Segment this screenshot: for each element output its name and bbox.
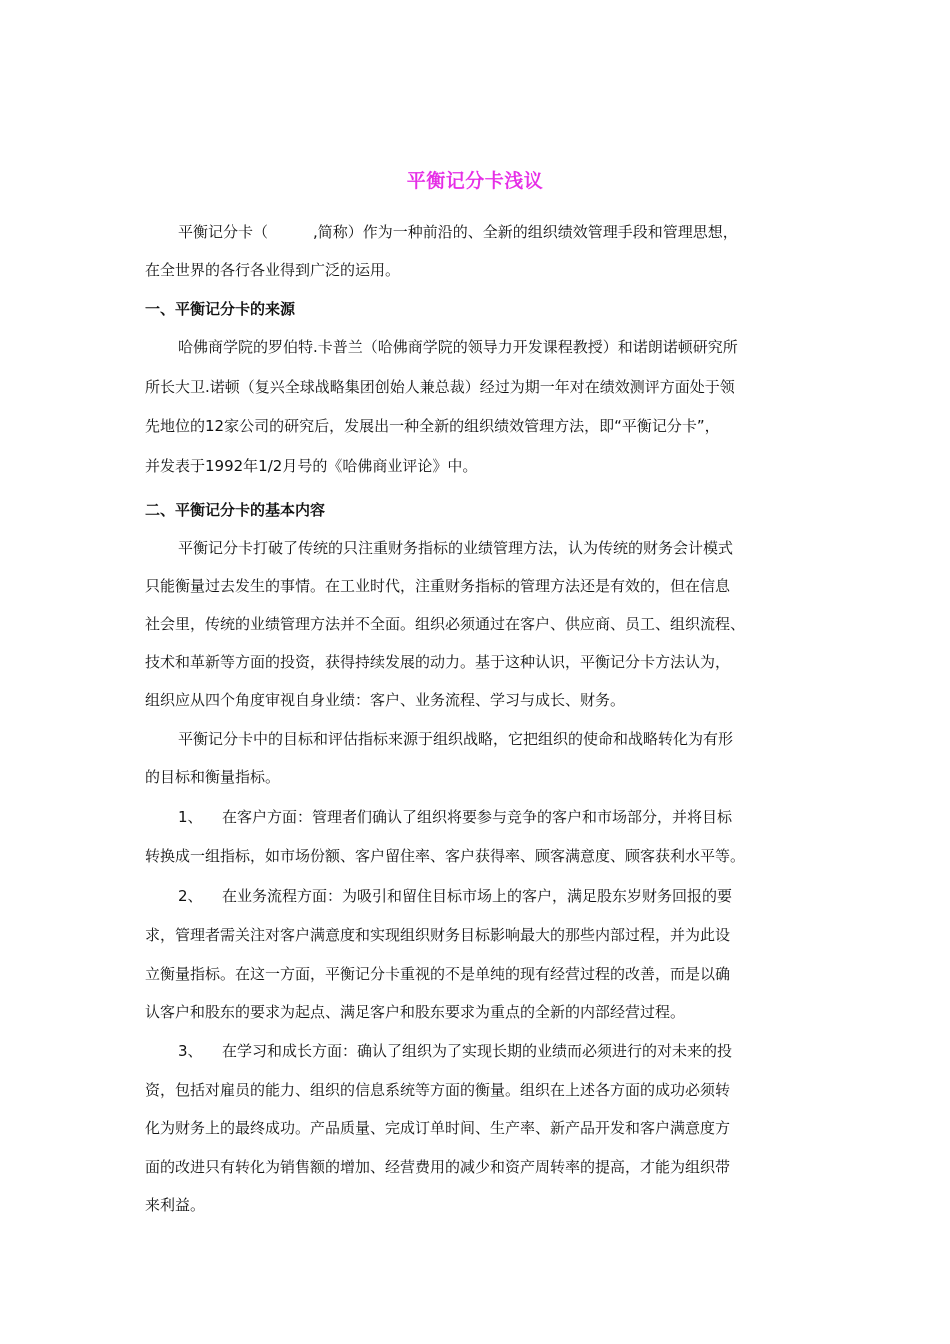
intro-line-2: 在全世界的各行各业得到广泛的运用。 xyxy=(145,261,401,279)
item3-line-1 xyxy=(178,1040,732,1061)
item3-line-4: 面的改进只有转化为销售额的增加、经营费用的减少和资产周转率的提高，才能为组织带 xyxy=(145,1158,731,1176)
item3-line-3: 化为财务上的最终成功。产品质量、完成订单时间、生产率、新产品开发和客户满意度方 xyxy=(145,1119,731,1137)
section1-line-4: 并发表于1992年1/2月号的《哈佛商业评论》中。 xyxy=(145,457,478,475)
section1-line-3: 先地位的12家公司的研究后，发展出一种全新的组织绩效管理方法，即“平衡记分卡”， xyxy=(145,417,720,435)
section2-p1-line-3: 社会里，传统的业绩管理方法并不全面。组织必须通过在客户、供应商、员工、组织流程、 xyxy=(145,615,746,633)
section2-p1-line-5: 组织应从四个角度审视自身业绩：客户、业务流程、学习与成长、财务。 xyxy=(145,691,626,709)
section1-line-1: 哈佛商学院的罗伯特.卡普兰（哈佛商学院的领导力开发课程教授）和诺朗诺顿研究所 xyxy=(178,338,738,356)
section1-line-2: 所长大卫.诺顿（复兴全球战略集团创始人兼总裁）经过为期一年对在绩效测评方面处于领 xyxy=(145,378,735,396)
document-title: 平衡记分卡浅议 xyxy=(406,170,544,192)
section2-p1-line-1: 平衡记分卡打破了传统的只注重财务指标的业绩管理方法，认为传统的财务会计模式 xyxy=(178,539,734,557)
item2-text-1: 在业务流程方面：为吸引和留住目标市场上的客户，满足股东岁财务回报的要 xyxy=(222,887,733,905)
item2-number: 2、 xyxy=(178,887,203,905)
item2-line-4: 认客户和股东的要求为起点、满足客户和股东要求为重点的全新的内部经营过程。 xyxy=(145,1003,686,1021)
section2-p1-line-4: 技术和革新等方面的投资，获得持续发展的动力。基于这种认识，平衡记分卡方法认为， xyxy=(145,653,731,671)
item2-line-1 xyxy=(178,885,732,906)
item3-text-1: 在学习和成长方面：确认了组织为了实现长期的业绩而必须进行的对未来的投 xyxy=(222,1042,733,1060)
item2-line-3: 立衡量指标。在这一方面，平衡记分卡重视的不是单纯的现有经营过程的改善，而是以确 xyxy=(145,965,731,983)
item1-line-1 xyxy=(178,806,732,827)
item1-text-1: 在客户方面：管理者们确认了组织将要参与竞争的客户和市场部分，并将目标 xyxy=(222,808,733,826)
intro-line-1: 平衡记分卡（ ,简称）作为一种前沿的、全新的组织绩效管理手段和管理思想， xyxy=(178,223,738,241)
section2-p2-line-1: 平衡记分卡中的目标和评估指标来源于组织战略，它把组织的使命和战略转化为有形 xyxy=(178,730,734,748)
item2-line-2: 求，管理者需关注对客户满意度和实现组织财务目标影响最大的那些内部过程，并为此设 xyxy=(145,926,731,944)
item1-line-2: 转换成一组指标，如市场份额、客户留住率、客户获得率、顾客满意度、顾客获利水平等。 xyxy=(145,847,746,865)
section2-p1-line-2: 只能衡量过去发生的事情。在工业时代，注重财务指标的管理方法还是有效的，但在信息 xyxy=(145,577,731,595)
item3-number: 3、 xyxy=(178,1042,203,1060)
section2-heading: 二、平衡记分卡的基本内容 xyxy=(145,501,326,519)
section2-p2-line-2: 的目标和衡量指标。 xyxy=(145,768,281,786)
item1-number: 1、 xyxy=(178,808,203,826)
item3-line-2: 资，包括对雇员的能力、组织的信息系统等方面的衡量。组织在上述各方面的成功必须转 xyxy=(145,1081,731,1099)
item3-line-5: 来利益。 xyxy=(145,1196,206,1214)
section1-heading: 一、平衡记分卡的来源 xyxy=(145,300,296,318)
